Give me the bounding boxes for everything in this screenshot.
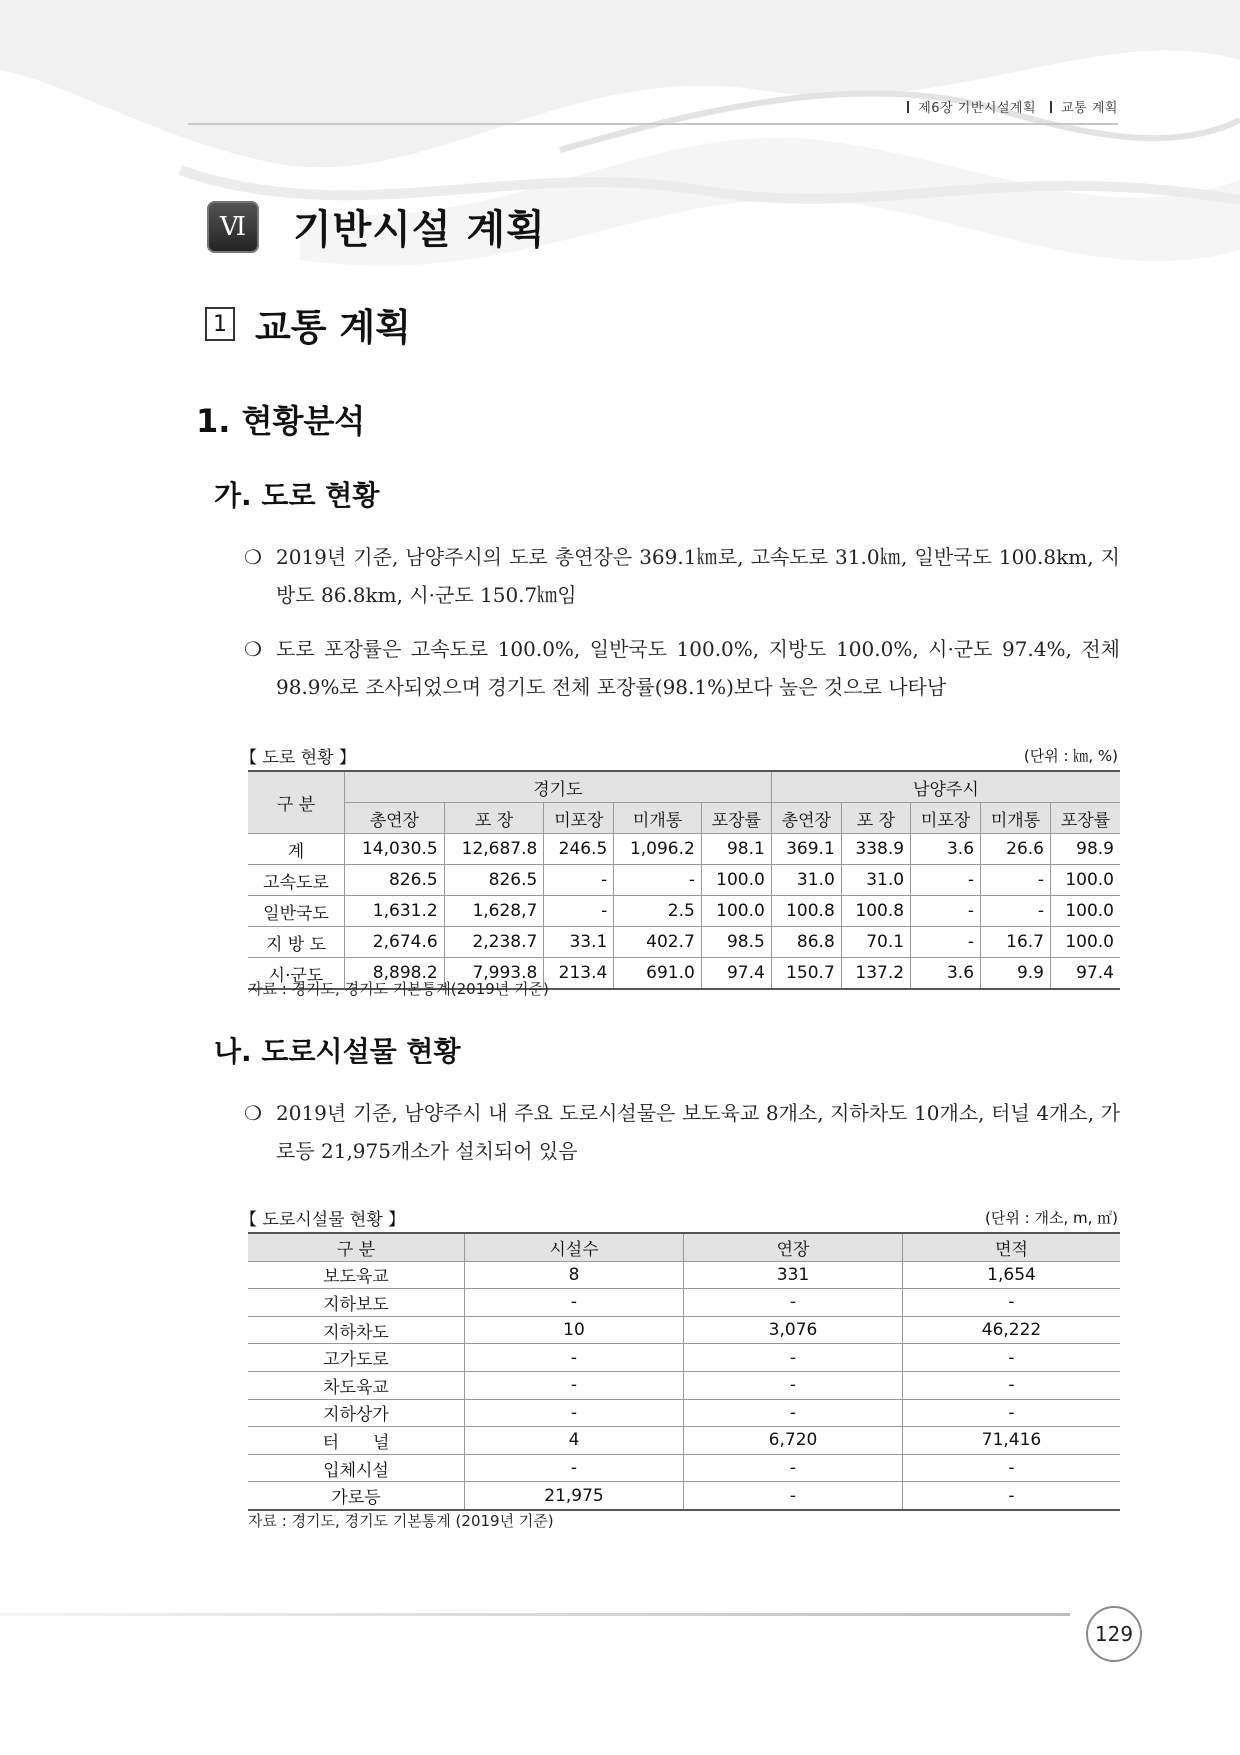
table-cell: 100.0 xyxy=(1051,865,1121,896)
bullet-text: 2019년 기준, 남양주시 내 주요 도로시설물은 보도육교 8개소, 지하차도 10개소, 터널 4개소, 가로등 21,975개소가 설치되어 있음 xyxy=(276,1101,1120,1163)
table-header-row xyxy=(248,771,1120,803)
table-cell: - xyxy=(903,1454,1121,1482)
table-cell: 7,993.8 xyxy=(444,958,544,990)
table-cell: 86.8 xyxy=(771,927,841,958)
column-header: 미개통 xyxy=(981,803,1051,834)
table-row xyxy=(248,1316,1120,1344)
table-cell: 97.4 xyxy=(1051,958,1121,990)
table-cell: 2.5 xyxy=(614,896,702,927)
table-cell: 26.6 xyxy=(981,834,1051,865)
table-cell: 691.0 xyxy=(614,958,702,990)
table-row xyxy=(248,1344,1120,1372)
table-cell: 46,222 xyxy=(903,1316,1121,1344)
header-divider xyxy=(1050,101,1052,113)
column-header: 시설수 xyxy=(465,1233,684,1261)
table-cell: 31.0 xyxy=(841,865,910,896)
table-cell: 14,030.5 xyxy=(345,834,445,865)
table-cell: 3,076 xyxy=(684,1316,903,1344)
table-cell: 12,687.8 xyxy=(444,834,544,865)
column-header: 포 장 xyxy=(841,803,910,834)
bullet-text: 2019년 기준, 남양주시의 도로 총연장은 369.1㎞로, 고속도로 31.0㎞, 일반국도 100.8km, 지방도 86.8km, 시·군도 150.7㎞임 xyxy=(276,545,1120,607)
table-cell: 100.0 xyxy=(1051,927,1121,958)
road-status-bullet-1 xyxy=(244,538,1120,614)
column-header: 면적 xyxy=(903,1233,1121,1261)
table-cell: - xyxy=(911,865,981,896)
road-status-heading: 가. 도로 현황 xyxy=(214,479,380,512)
bullet-mark: ❍ xyxy=(244,545,262,569)
table-row xyxy=(248,834,1120,865)
table-row xyxy=(248,896,1120,927)
table-cell: - xyxy=(911,927,981,958)
column-header: 미개통 xyxy=(614,803,702,834)
row-label-cell: 지 방 도 xyxy=(248,927,345,958)
row-label-cell: 입체시설 xyxy=(248,1454,465,1482)
row-label-cell: 고속도로 xyxy=(248,865,345,896)
row-label-cell: 보도육교 xyxy=(248,1261,465,1289)
facility-table-title: 【 도로시설물 현황 】 xyxy=(240,1210,406,1230)
column-header: 구 분 xyxy=(248,1233,465,1261)
table-cell: 16.7 xyxy=(981,927,1051,958)
table-row xyxy=(248,1427,1120,1455)
table-row xyxy=(248,1454,1120,1482)
table-row xyxy=(248,1261,1120,1289)
table-cell: 3.6 xyxy=(911,834,981,865)
header-rule xyxy=(188,123,1118,125)
road-table-title: 【 도로 현황 】 xyxy=(240,748,356,768)
subsection-title: 1. 현황분석 xyxy=(196,402,366,440)
table-cell: 331 xyxy=(684,1261,903,1289)
table-cell: 150.7 xyxy=(771,958,841,990)
table-row xyxy=(248,927,1120,958)
table-cell: 3.6 xyxy=(911,958,981,990)
table-cell: 100.0 xyxy=(1051,896,1121,927)
table-cell: 1,628,7 xyxy=(444,896,544,927)
table-cell: 369.1 xyxy=(771,834,841,865)
table-row xyxy=(248,1399,1120,1427)
table-cell: 826.5 xyxy=(444,865,544,896)
table-cell: - xyxy=(465,1399,684,1427)
table-cell: - xyxy=(684,1289,903,1317)
table-cell: 338.9 xyxy=(841,834,910,865)
table-cell: - xyxy=(911,896,981,927)
table-row xyxy=(248,1289,1120,1317)
header-divider xyxy=(907,101,909,113)
road-table-unit: (단위 : ㎞, %) xyxy=(1023,747,1118,765)
running-header xyxy=(907,97,1118,116)
table-row xyxy=(248,1371,1120,1399)
column-header: 포장률 xyxy=(701,803,771,834)
table-cell: 1,654 xyxy=(903,1261,1121,1289)
header-chapter: 제6장 기반시설계획 xyxy=(918,101,1037,116)
column-header: 포 장 xyxy=(444,803,544,834)
road-table-source: 자료 : 경기도, 경기도 기본통계(2019년 기준) xyxy=(248,980,549,998)
road-status-table xyxy=(248,770,1120,990)
table-cell: 33.1 xyxy=(544,927,614,958)
row-label-cell: 지하보도 xyxy=(248,1289,465,1317)
section-number-box: 1 xyxy=(205,307,235,341)
table-cell: - xyxy=(614,865,702,896)
table-cell: - xyxy=(684,1371,903,1399)
row-label-cell: 일반국도 xyxy=(248,896,345,927)
road-status-bullet-2 xyxy=(244,630,1120,706)
chapter-numeral-badge: Ⅵ xyxy=(207,201,259,253)
table-cell: - xyxy=(544,865,614,896)
table-cell: 100.0 xyxy=(701,896,771,927)
bullet-text: 도로 포장률은 고속도로 100.0%, 일반국도 100.0%, 지방도 100.0%, 시·군도 97.4%, 전체 98.9%로 조사되었으며 경기도 전체 포장률(98.1%)보다 높은 것으로 나타남 xyxy=(276,637,1120,699)
table-cell: 71,416 xyxy=(903,1427,1121,1455)
column-header: 총연장 xyxy=(771,803,841,834)
table-row xyxy=(248,865,1120,896)
chapter-title: 기반시설 계획 xyxy=(293,207,546,253)
row-label-cell: 차도육교 xyxy=(248,1371,465,1399)
column-header: 총연장 xyxy=(345,803,445,834)
page-number: 129 xyxy=(1086,1606,1142,1662)
table-cell: 31.0 xyxy=(771,865,841,896)
gyeonggi-header-cell: 경기도 xyxy=(345,771,772,803)
table-cell: 213.4 xyxy=(544,958,614,990)
table-cell: 100.8 xyxy=(771,896,841,927)
table-cell: 8,898.2 xyxy=(345,958,445,990)
chapter-heading xyxy=(207,198,546,255)
table-cell: - xyxy=(465,1289,684,1317)
table-cell: 402.7 xyxy=(614,927,702,958)
table-cell: 137.2 xyxy=(841,958,910,990)
table-cell: - xyxy=(465,1454,684,1482)
table-cell: 8 xyxy=(465,1261,684,1289)
table-cell: 1,096.2 xyxy=(614,834,702,865)
table-cell: - xyxy=(465,1344,684,1372)
table-cell: 98.5 xyxy=(701,927,771,958)
facility-status-bullet-1 xyxy=(244,1094,1120,1170)
table-cell: 1,631.2 xyxy=(345,896,445,927)
row-label-cell: 지하차도 xyxy=(248,1316,465,1344)
table-cell: 98.1 xyxy=(701,834,771,865)
table-header-row xyxy=(248,1233,1120,1261)
table-cell: 70.1 xyxy=(841,927,910,958)
section-title: 교통 계획 xyxy=(255,306,411,349)
facility-table-unit: (단위 : 개소, m, ㎡) xyxy=(985,1209,1118,1227)
bullet-mark: ❍ xyxy=(244,1101,262,1125)
table-cell: 10 xyxy=(465,1316,684,1344)
column-header: 미포장 xyxy=(911,803,981,834)
table-cell: - xyxy=(684,1344,903,1372)
table-cell: - xyxy=(903,1344,1121,1372)
table-cell: 246.5 xyxy=(544,834,614,865)
table-cell: 6,720 xyxy=(684,1427,903,1455)
namyangju-header-cell: 남양주시 xyxy=(771,771,1120,803)
facility-status-heading: 나. 도로시설물 현황 xyxy=(214,1035,461,1068)
table-cell: - xyxy=(903,1399,1121,1427)
table-cell: 100.8 xyxy=(841,896,910,927)
table-cell: - xyxy=(903,1482,1121,1510)
row-label-cell: 고가도로 xyxy=(248,1344,465,1372)
row-label-cell: 터 널 xyxy=(248,1427,465,1455)
group-header-cell: 구 분 xyxy=(248,771,345,834)
row-label-cell: 시·군도 xyxy=(248,958,345,990)
row-label-cell: 가로등 xyxy=(248,1482,465,1510)
table-cell: 9.9 xyxy=(981,958,1051,990)
column-header: 미포장 xyxy=(544,803,614,834)
row-label-cell: 계 xyxy=(248,834,345,865)
table-cell: - xyxy=(465,1371,684,1399)
table-cell: - xyxy=(684,1399,903,1427)
table-cell: 2,238.7 xyxy=(444,927,544,958)
table-cell: - xyxy=(684,1454,903,1482)
footer-rule xyxy=(0,1613,1070,1616)
bullet-mark: ❍ xyxy=(244,637,262,661)
table-cell: 21,975 xyxy=(465,1482,684,1510)
table-cell: 826.5 xyxy=(345,865,445,896)
table-cell: 2,674.6 xyxy=(345,927,445,958)
table-cell: 4 xyxy=(465,1427,684,1455)
row-label-cell: 지하상가 xyxy=(248,1399,465,1427)
table-cell: - xyxy=(544,896,614,927)
table-row xyxy=(248,1482,1120,1510)
column-header: 포장률 xyxy=(1051,803,1121,834)
facility-status-table xyxy=(248,1232,1120,1511)
table-cell: - xyxy=(903,1371,1121,1399)
table-header-row xyxy=(248,803,1120,834)
table-cell: - xyxy=(903,1289,1121,1317)
table-cell: - xyxy=(684,1482,903,1510)
table-cell: 97.4 xyxy=(701,958,771,990)
table-cell: 100.0 xyxy=(701,865,771,896)
table-cell: - xyxy=(981,896,1051,927)
section-heading xyxy=(205,297,411,351)
header-wave-decoration xyxy=(0,0,1240,330)
column-header: 연장 xyxy=(684,1233,903,1261)
table-cell: - xyxy=(981,865,1051,896)
facility-table-source: 자료 : 경기도, 경기도 기본통계 (2019년 기준) xyxy=(248,1512,554,1530)
header-section: 교통 계획 xyxy=(1061,101,1118,116)
table-cell: 98.9 xyxy=(1051,834,1121,865)
